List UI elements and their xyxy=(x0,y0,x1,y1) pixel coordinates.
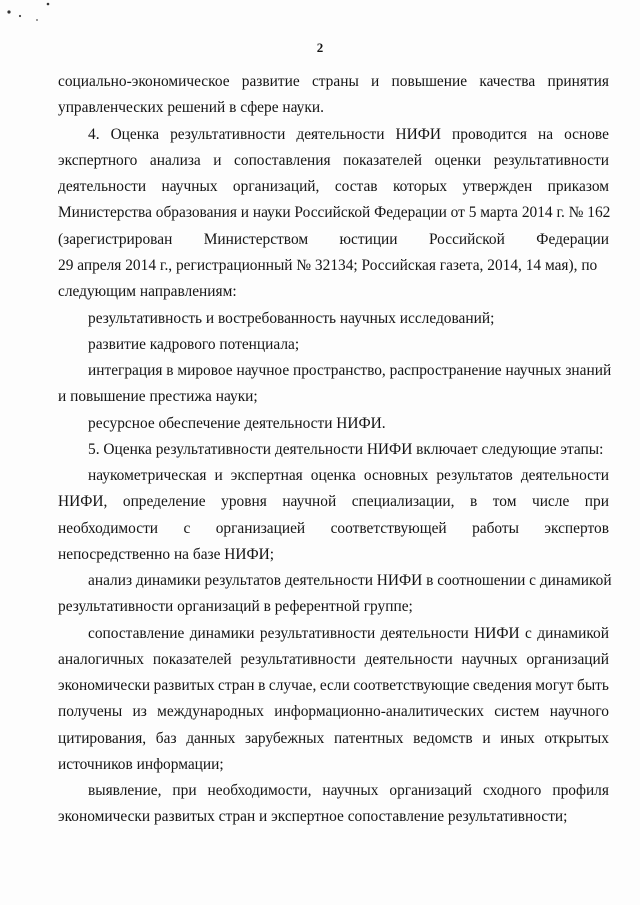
word: с xyxy=(183,520,191,537)
word: зарубежных xyxy=(245,730,325,747)
word: анализа xyxy=(149,152,201,169)
word: получены xyxy=(58,703,123,720)
word: НИФИ xyxy=(395,126,442,143)
text-line xyxy=(58,230,609,250)
text-line: Министерства образования и науки Российской Федерации от 5 марта 2014 г. № 162 xyxy=(58,204,611,221)
word: сопоставление xyxy=(88,625,185,642)
word: необходимости xyxy=(58,520,159,537)
word: повышение xyxy=(391,73,468,90)
word: работы xyxy=(472,520,519,537)
word: которых xyxy=(392,178,448,195)
word: показателей xyxy=(343,152,422,169)
text-line xyxy=(58,650,609,670)
word: числе xyxy=(531,493,570,510)
word: могут xyxy=(535,677,574,694)
word: специализации, xyxy=(351,493,455,510)
word: развитых xyxy=(153,677,215,694)
word: принятия xyxy=(547,73,609,90)
word: иных xyxy=(500,730,535,747)
text-line xyxy=(58,729,609,749)
word: аналогичных xyxy=(58,651,144,668)
word: (зарегистрирован xyxy=(58,231,173,248)
word: основных xyxy=(363,467,429,484)
text-line: результативности организаций в референтной группе; xyxy=(58,598,413,615)
word: показателей xyxy=(152,651,232,668)
text-line: интеграция в мировое научное пространство, распространение научных знаний xyxy=(88,362,612,379)
word: оценки xyxy=(434,152,482,169)
word: результативности xyxy=(240,651,356,668)
word: деятельности xyxy=(380,625,469,642)
text-line xyxy=(58,492,609,512)
word: организацией xyxy=(215,520,306,537)
word: при xyxy=(584,493,609,510)
text-line: анализ динамики результатов деятельности НИФИ в соотношении с динамикой xyxy=(88,572,612,589)
scan-specks xyxy=(0,0,70,30)
word: деятельности xyxy=(58,178,147,195)
word: динамикой xyxy=(537,625,609,642)
text-line xyxy=(88,466,609,486)
text-line: ресурсное обеспечение деятельности НИФИ. xyxy=(88,415,386,432)
word: утвержден xyxy=(462,178,533,195)
word: результативности xyxy=(259,625,376,642)
text-line: источников информации; xyxy=(58,756,224,773)
word: результативности xyxy=(493,152,609,169)
text-line xyxy=(88,781,609,801)
word: систем xyxy=(494,703,540,720)
word: сведения xyxy=(472,677,532,694)
word: состав xyxy=(334,178,378,195)
word: ведомств xyxy=(413,730,473,747)
word: информационно-аналитических xyxy=(274,703,484,720)
word: приказом xyxy=(547,178,609,195)
word: наукометрическая xyxy=(88,467,207,484)
word: международных xyxy=(157,703,265,720)
word: экономически xyxy=(58,677,151,694)
text-line: экономически развитых стран и экспертное сопоставление результативности; xyxy=(58,808,568,825)
word: и xyxy=(371,73,380,90)
word: сопоставления xyxy=(234,152,331,169)
text-line: и повышение престижа науки; xyxy=(58,388,258,405)
text-line xyxy=(58,72,609,92)
word: профиля xyxy=(552,782,609,799)
word: основе xyxy=(564,126,609,143)
word: НИФИ, xyxy=(58,493,108,510)
word: при xyxy=(172,782,197,799)
text-line xyxy=(58,519,609,539)
word: Федерации xyxy=(536,231,609,248)
word: соответствующие xyxy=(353,677,470,694)
word: соответствующей xyxy=(330,520,447,537)
word: уровня xyxy=(221,493,267,510)
text-line xyxy=(58,702,609,722)
word: необходимости, xyxy=(207,782,312,799)
word: данных xyxy=(186,730,236,747)
text-line xyxy=(58,151,609,171)
text-line: 5. Оценка результативности деятельности НИФИ включает следующие этапы: xyxy=(88,441,604,458)
text-line: 29 апреля 2014 г., регистрационный № 32134; Российская газета, 2014, 14 мая), по xyxy=(58,257,598,274)
word: качества xyxy=(479,73,536,90)
word: организаций xyxy=(526,651,609,668)
word: научной xyxy=(282,493,337,510)
word: научных xyxy=(161,178,218,195)
word: сходного xyxy=(482,782,542,799)
word: Российской xyxy=(428,231,505,248)
word: экспертов xyxy=(544,520,609,537)
word: организаций xyxy=(389,782,473,799)
word: стран xyxy=(218,677,255,694)
word: открытых xyxy=(544,730,609,747)
word: научных xyxy=(461,651,518,668)
word: динамики xyxy=(189,625,255,642)
word: и xyxy=(213,152,222,169)
word: страны xyxy=(311,73,359,90)
text-line xyxy=(88,624,609,644)
word: если xyxy=(319,677,350,694)
text-line: результативность и востребованность научных исследований; xyxy=(88,310,495,327)
word: и xyxy=(482,730,491,747)
word: случае, xyxy=(268,677,317,694)
text-line: следующим направлениям: xyxy=(58,283,237,300)
word: результатов xyxy=(436,467,513,484)
word: в xyxy=(258,677,266,694)
word: на xyxy=(538,126,554,143)
text-line: развитие кадрового потенциала; xyxy=(88,336,300,353)
text-line xyxy=(88,125,609,145)
word: и xyxy=(214,467,223,484)
word: из xyxy=(132,703,147,720)
word: деятельности xyxy=(364,651,453,668)
word: том xyxy=(492,493,517,510)
word: определение xyxy=(122,493,206,510)
word: 4. xyxy=(88,126,100,143)
text-line: управленческих решений в сфере науки. xyxy=(58,99,324,116)
word: оценка xyxy=(310,467,356,484)
word: проводится xyxy=(452,126,527,143)
page-number: 2 xyxy=(316,40,324,55)
word: цитирования, xyxy=(58,730,147,747)
word: быть xyxy=(576,677,609,694)
text-line xyxy=(58,177,609,197)
word: организаций, xyxy=(232,178,320,195)
word: деятельности xyxy=(296,126,385,143)
word: научного xyxy=(549,703,609,720)
word: Оценка xyxy=(110,126,160,143)
word: научных xyxy=(322,782,379,799)
text-line xyxy=(58,676,609,696)
word: в xyxy=(469,493,478,510)
word: баз xyxy=(155,730,177,747)
word: с xyxy=(525,625,532,642)
word: НИФИ xyxy=(474,625,520,642)
word: социально-экономическое xyxy=(58,73,230,90)
word: патентных xyxy=(333,730,404,747)
word: деятельности xyxy=(520,467,609,484)
word: развитие xyxy=(241,73,300,90)
word: результативности xyxy=(170,126,286,143)
text-line: непосредственно на базе НИФИ; xyxy=(58,546,275,563)
word: юстиции xyxy=(339,231,398,248)
word: экспертного xyxy=(58,152,138,169)
word: Министерством xyxy=(203,231,309,248)
word: выявление, xyxy=(88,782,162,799)
word: экспертная xyxy=(230,467,303,484)
